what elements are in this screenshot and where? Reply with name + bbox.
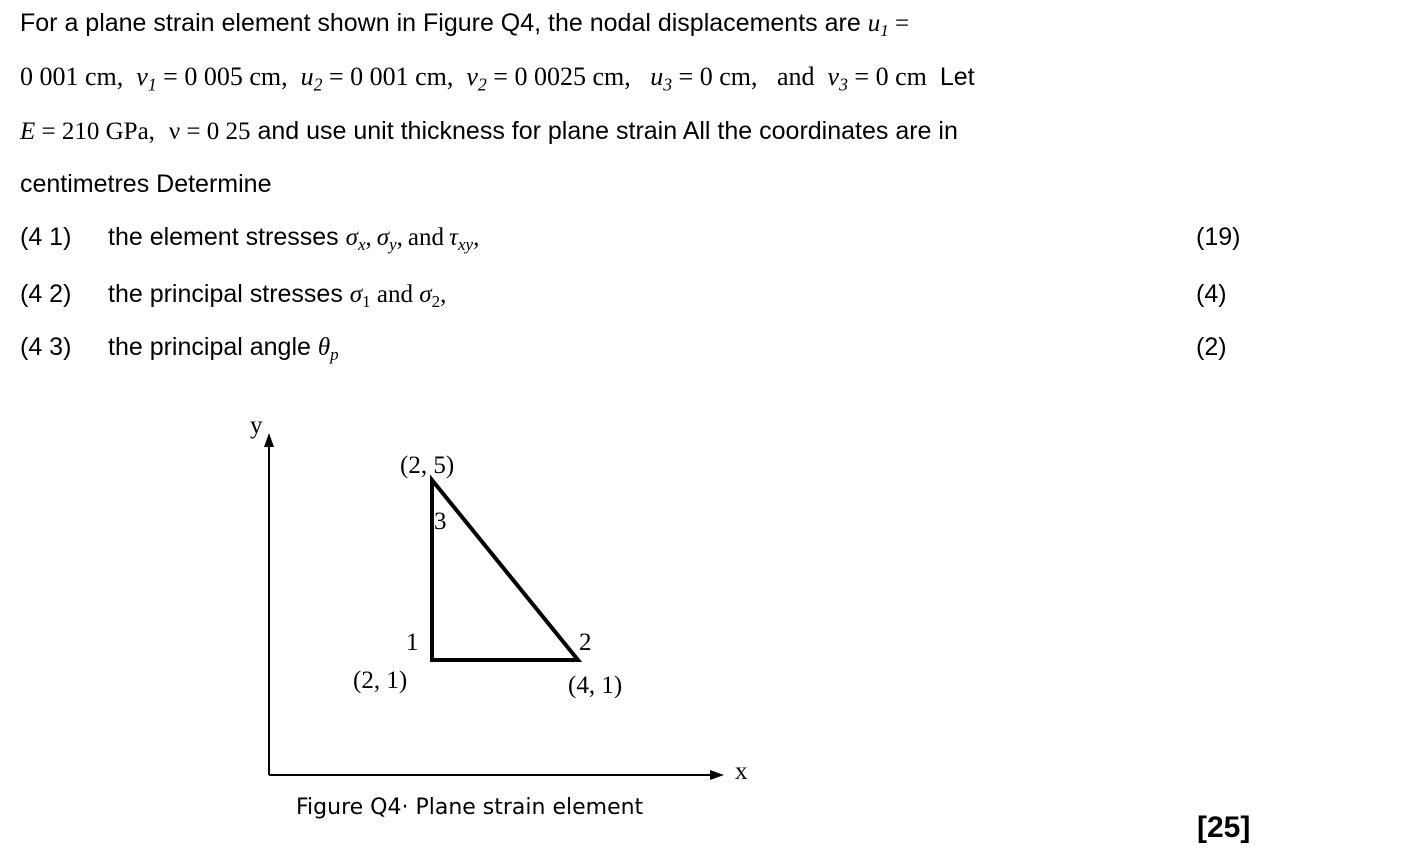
poisson-ratio: ν = 0 25 <box>168 118 251 145</box>
node-3-coord: (2, 5) <box>400 452 455 479</box>
node-1-coord: (2, 1) <box>353 667 408 694</box>
principal-angle-symbol: $\theta_p$ <box>317 334 339 365</box>
v2-symbol: $v_2$ <box>466 62 487 95</box>
y-axis-label: y <box>250 412 263 439</box>
let-word: Let <box>939 63 975 91</box>
y-axis-arrow <box>264 433 274 447</box>
part-number-4-1: (4 1) <box>20 223 72 251</box>
stress-symbols: $\sigma_x$, $\sigma_y$, and $\tau_{xy}$, <box>345 224 480 255</box>
part-marks-4-3: (2) <box>1196 333 1227 361</box>
part-text-4-1: the element stresses $\sigma_x$, $\sigma_y$, and $\tau_{xy}$, <box>108 223 480 255</box>
plane-strain-figure <box>240 405 800 795</box>
part-marks-4-2: (4) <box>1196 280 1227 308</box>
and-word: and <box>776 62 815 91</box>
part-number-4-2: (4 2) <box>20 280 72 308</box>
node-2-label: 2 <box>579 629 592 656</box>
E-value: = 210 GPa, <box>35 118 155 145</box>
v2-value: 0 0025 cm, <box>514 62 631 91</box>
v3-value: 0 cm <box>875 62 927 91</box>
x-axis-arrow <box>710 770 724 780</box>
displacement-line: 0 001 cm, $v_1 = 0$ 005 cm, $u_2 = 0$ 001 cm, $v_2 = 0$ 0025 cm, $u_3 = 0$ cm, and $v_3 = 0$ cm Let <box>20 62 975 95</box>
node-3-label: 3 <box>434 508 447 535</box>
question-line-4: centimetres Determine <box>20 170 272 198</box>
u1-symbol: $u_1$ <box>867 10 889 41</box>
part-marks-4-1: (19) <box>1196 223 1241 251</box>
part-number-4-3: (4 3) <box>20 333 72 361</box>
triangle-element <box>432 480 578 660</box>
u3-value: 0 cm, <box>699 62 758 91</box>
v3-symbol: $v_3$ <box>827 62 848 95</box>
E-symbol: E <box>20 118 36 145</box>
x-axis-label: x <box>735 758 748 785</box>
node-2-coord: (4, 1) <box>568 672 623 699</box>
part-text-4-2: the principal stresses $\sigma_1$ and $\sigma_2$, <box>108 280 447 312</box>
v1-value: 0 005 cm, <box>184 62 288 91</box>
u2-symbol: $u_2$ <box>300 62 323 95</box>
u1-value: 0 001 cm, <box>20 62 124 91</box>
v1-symbol: $v_1$ <box>136 62 157 95</box>
node-1-label: 1 <box>406 629 419 656</box>
total-marks: [25] <box>1197 811 1251 844</box>
question-line-3-text: and use unit thickness for plane strain All the coordinates are in <box>250 117 958 145</box>
question-intro: For a plane strain element shown in Figure Q4, the nodal displacements are <box>20 9 868 37</box>
question-line-1: For a plane strain element shown in Figure Q4, the nodal displacements are $u_1$ = <box>20 9 910 41</box>
u2-value: 0 001 cm, <box>350 62 454 91</box>
principal-stress-symbols: $\sigma_1$ and $\sigma_2$, <box>349 281 447 312</box>
figure-caption: Figure Q4· Plane strain element <box>296 795 644 820</box>
part-text-4-3: the principal angle $\theta_p$ <box>108 333 339 365</box>
u3-symbol: $u_3$ <box>650 62 673 95</box>
question-line-3 <box>20 116 958 147</box>
